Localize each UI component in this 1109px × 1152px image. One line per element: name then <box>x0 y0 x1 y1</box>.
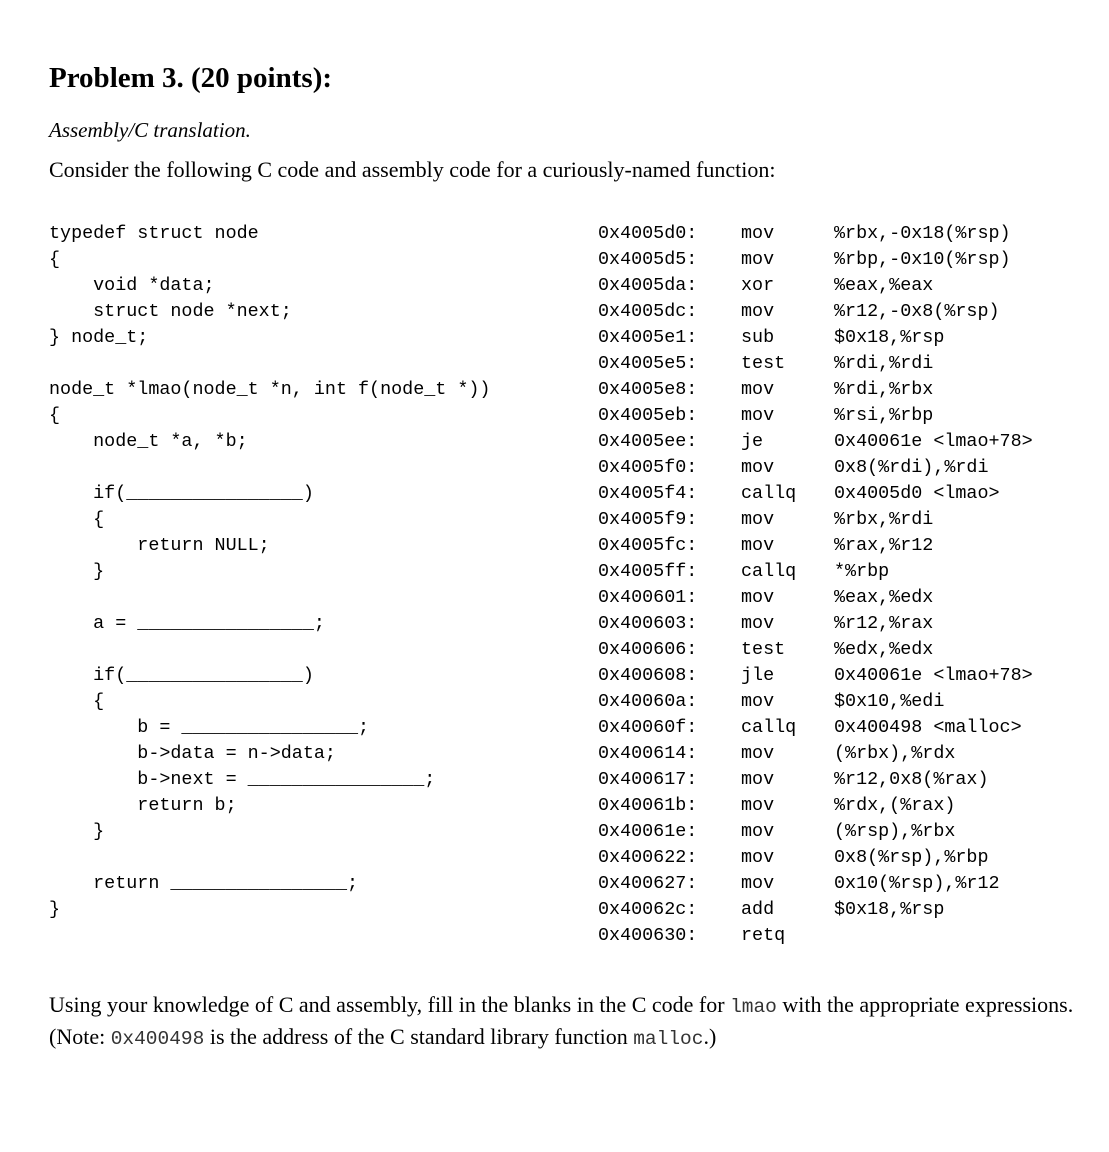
c-code-line: b = ________________; <box>49 717 370 738</box>
assembly-operands: %eax,%edx <box>834 587 934 608</box>
assembly-address: 0x4005e5: <box>598 353 698 374</box>
assembly-opcode: mov <box>741 379 775 400</box>
c-code-line: return b; <box>49 795 237 816</box>
c-code-line: } <box>49 561 105 582</box>
c-code-line: if(________________) <box>49 665 314 686</box>
assembly-operands: %edx,%edx <box>834 639 934 660</box>
c-code-line: { <box>49 249 61 270</box>
footer-text-4: .) <box>703 1024 717 1049</box>
assembly-opcode: callq <box>741 717 797 738</box>
assembly-address: 0x4005d5: <box>598 249 698 270</box>
c-code-line: a = ________________; <box>49 613 325 634</box>
assembly-address: 0x400603: <box>598 613 698 634</box>
assembly-operands: %rbx,%rdi <box>834 509 934 530</box>
assembly-operands: (%rbx),%rdx <box>834 743 956 764</box>
assembly-opcode: xor <box>741 275 775 296</box>
assembly-operands: %rsi,%rbp <box>834 405 934 426</box>
assembly-opcode: mov <box>741 743 775 764</box>
assembly-address: 0x40060f: <box>598 717 698 738</box>
assembly-operands: %r12,-0x8(%rsp) <box>834 301 1000 322</box>
assembly-opcode: mov <box>741 821 775 842</box>
c-code-line: if(________________) <box>49 483 314 504</box>
c-code-listing <box>49 221 490 923</box>
c-code-line: node_t *lmao(node_t *n, int f(node_t *)) <box>49 379 491 400</box>
assembly-opcode: mov <box>741 873 775 894</box>
assembly-address: 0x400606: <box>598 639 698 660</box>
assembly-opcode: jle <box>741 665 775 686</box>
assembly-opcode: mov <box>741 691 775 712</box>
assembly-opcode: add <box>741 899 775 920</box>
footer-code-address: 0x400498 <box>110 1028 205 1050</box>
assembly-opcode: mov <box>741 249 775 270</box>
assembly-operands: %rdi,%rdi <box>834 353 934 374</box>
c-code-line: typedef struct node <box>49 223 259 244</box>
c-code-line: node_t *a, *b; <box>49 431 248 452</box>
assembly-opcode: mov <box>741 301 775 322</box>
c-code-line <box>49 637 490 663</box>
c-code-line: b->data = n->data; <box>49 743 336 764</box>
c-code-line: { <box>49 509 105 530</box>
assembly-operands: 0x400498 <malloc> <box>834 717 1022 738</box>
footer-text-1: Using your knowledge of C and assembly, fill in the blanks in the C code for <box>49 992 731 1017</box>
assembly-address: 0x4005f9: <box>598 509 698 530</box>
assembly-address: 0x4005e1: <box>598 327 698 348</box>
assembly-operands: %eax,%eax <box>834 275 934 296</box>
assembly-address: 0x4005e8: <box>598 379 698 400</box>
assembly-operands: 0x8(%rsp),%rbp <box>834 847 989 868</box>
c-code-line: b->next = ________________; <box>49 769 436 790</box>
c-code-line: } <box>49 899 61 920</box>
assembly-operands: $0x18,%rsp <box>834 327 945 348</box>
assembly-operands: %r12,%rax <box>834 613 934 634</box>
assembly-opcode: mov <box>741 613 775 634</box>
assembly-operands: %rbp,-0x10(%rsp) <box>834 249 1011 270</box>
c-code-line: return ________________; <box>49 873 359 894</box>
assembly-address: 0x400622: <box>598 847 698 868</box>
assembly-opcode: mov <box>741 509 775 530</box>
instructions-paragraph <box>49 990 1074 1054</box>
assembly-address: 0x40061b: <box>598 795 698 816</box>
assembly-opcode: callq <box>741 483 797 504</box>
assembly-address: 0x4005f4: <box>598 483 698 504</box>
assembly-address: 0x4005d0: <box>598 223 698 244</box>
c-code-line: { <box>49 405 61 426</box>
assembly-opcode: je <box>741 431 764 452</box>
assembly-opcode: mov <box>741 457 775 478</box>
c-code-line: return NULL; <box>49 535 270 556</box>
assembly-opcode: retq <box>741 925 786 946</box>
assembly-opcode: mov <box>741 769 775 790</box>
assembly-operands: 0x40061e <lmao+78> <box>834 431 1033 452</box>
assembly-operands: 0x40061e <lmao+78> <box>834 665 1033 686</box>
assembly-address: 0x4005da: <box>598 275 698 296</box>
assembly-address: 0x4005eb: <box>598 405 698 426</box>
c-code-line: void *data; <box>49 275 215 296</box>
assembly-operands: (%rsp),%rbx <box>834 821 956 842</box>
footer-text-3: is the address of the C standard library function <box>204 1024 634 1049</box>
assembly-operands: %rdx,(%rax) <box>834 795 956 816</box>
assembly-address: 0x4005dc: <box>598 301 698 322</box>
c-code-line <box>49 351 490 377</box>
assembly-operands: $0x18,%rsp <box>834 899 945 920</box>
assembly-address: 0x400601: <box>598 587 698 608</box>
assembly-address: 0x400614: <box>598 743 698 764</box>
assembly-operands: %rax,%r12 <box>834 535 934 556</box>
assembly-address: 0x40062c: <box>598 899 698 920</box>
assembly-opcode: sub <box>741 327 775 348</box>
c-code-line: struct node *next; <box>49 301 292 322</box>
c-code-line: } node_t; <box>49 327 149 348</box>
assembly-operands: %rdi,%rbx <box>834 379 934 400</box>
assembly-address: 0x4005fc: <box>598 535 698 556</box>
problem-subtitle: Assembly/C translation. <box>49 118 251 142</box>
assembly-opcode: mov <box>741 223 775 244</box>
c-code-line: { <box>49 691 105 712</box>
assembly-operands: 0x4005d0 <lmao> <box>834 483 1000 504</box>
c-code-line <box>49 585 490 611</box>
assembly-address: 0x400627: <box>598 873 698 894</box>
assembly-operands: 0x10(%rsp),%r12 <box>834 873 1000 894</box>
assembly-opcode: test <box>741 353 786 374</box>
c-code-line: } <box>49 821 105 842</box>
assembly-address: 0x4005ee: <box>598 431 698 452</box>
c-code-line <box>49 455 490 481</box>
footer-text-2: with the appropriate expressions. (Note: <box>49 992 1074 1049</box>
assembly-opcode: mov <box>741 847 775 868</box>
footer-code-lmao: lmao <box>730 996 777 1018</box>
footer-code-malloc: malloc <box>633 1028 704 1050</box>
assembly-opcode: mov <box>741 535 775 556</box>
assembly-operands: *%rbp <box>834 561 890 582</box>
assembly-address: 0x400630: <box>598 925 698 946</box>
assembly-operands: %r12,0x8(%rax) <box>834 769 989 790</box>
problem-title: Problem 3. (20 points): <box>49 62 333 94</box>
assembly-operands: %rbx,-0x18(%rsp) <box>834 223 1011 244</box>
assembly-opcode: callq <box>741 561 797 582</box>
assembly-opcode: mov <box>741 405 775 426</box>
c-code-line <box>49 845 490 871</box>
assembly-address: 0x4005ff: <box>598 561 698 582</box>
problem-intro: Consider the following C code and assembly code for a curiously-named function: <box>49 157 776 182</box>
assembly-opcode: mov <box>741 795 775 816</box>
assembly-address: 0x40061e: <box>598 821 698 842</box>
assembly-address: 0x400617: <box>598 769 698 790</box>
assembly-address: 0x400608: <box>598 665 698 686</box>
assembly-opcode: test <box>741 639 786 660</box>
assembly-address: 0x40060a: <box>598 691 698 712</box>
assembly-address: 0x4005f0: <box>598 457 698 478</box>
assembly-operands: $0x10,%edi <box>834 691 945 712</box>
assembly-operands: 0x8(%rdi),%rdi <box>834 457 989 478</box>
assembly-opcode: mov <box>741 587 775 608</box>
